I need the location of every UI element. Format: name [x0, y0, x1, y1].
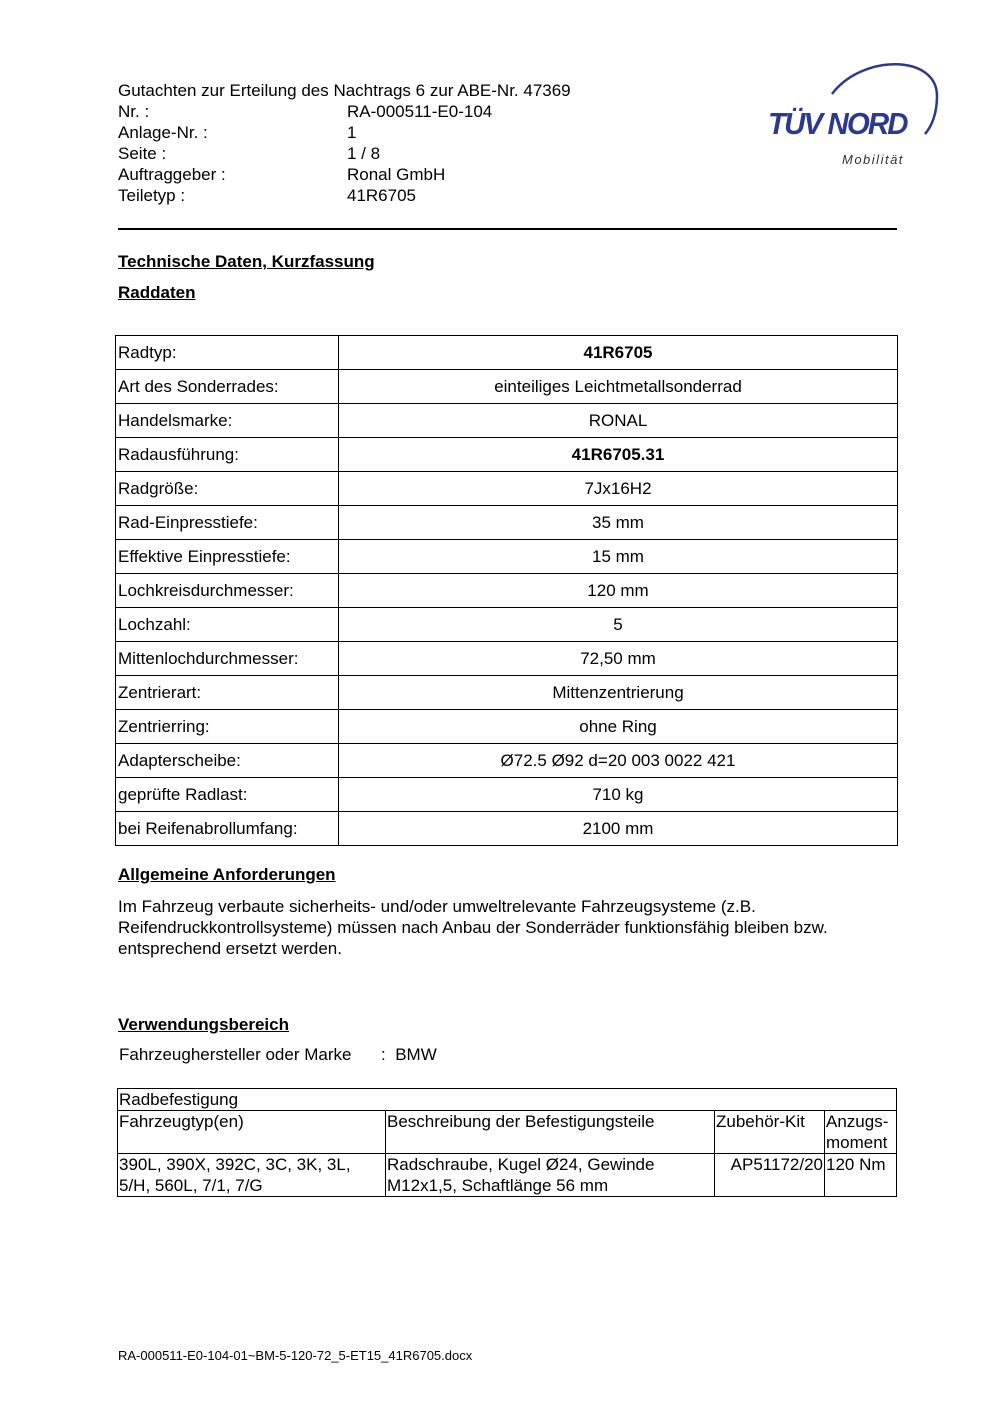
header-label: Seite : — [118, 144, 167, 163]
wheel-value-cell: Ø72.5 Ø92 d=20 003 0022 421 — [339, 744, 898, 778]
section-title-verwendung: Verwendungsbereich — [118, 1015, 289, 1034]
maker-separator: : — [381, 1045, 386, 1064]
wheel-value-cell: 2100 mm — [339, 812, 898, 846]
header-label: Nr. : — [118, 102, 150, 121]
header-label: Auftraggeber : — [118, 165, 226, 184]
wheel-value-cell: Mittenzentrierung — [339, 676, 898, 710]
header-value: 41R6705 — [347, 186, 417, 205]
mounting-header-cell: Beschreibung der Befestigungsteile — [386, 1111, 715, 1154]
mounting-table — [117, 1088, 897, 1197]
wheel-value-cell: 72,50 mm — [339, 642, 898, 676]
wheel-label-cell: Radausführung: — [116, 438, 339, 472]
wheel-value-cell: 41R6705 — [339, 336, 898, 370]
section-title-raddaten: Raddaten — [118, 283, 196, 302]
maker-label — [119, 1045, 381, 1065]
header-label: Anlage-Nr. : — [118, 123, 208, 142]
mounting-cell: 390L, 390X, 392C, 3C, 3K, 3L, 5/H, 560L, 7/1, 7/G — [118, 1154, 386, 1197]
header-value: 1 / 8 — [347, 144, 381, 163]
wheel-label-cell: Zentrierring: — [116, 710, 339, 744]
table-row — [116, 812, 898, 846]
maker-value: BMW — [395, 1045, 437, 1064]
footer-filename: RA-000511-E0-104-01~BM-5-120-72_5-ET15_41R6705.docx — [118, 1348, 473, 1363]
section-title-anforderungen: Allgemeine Anforderungen — [118, 865, 336, 884]
mounting-cell: 120 Nm — [825, 1154, 897, 1197]
wheel-label-cell: Radgröße: — [116, 472, 339, 506]
wheel-label-cell: Zentrierart: — [116, 676, 339, 710]
table-row — [116, 676, 898, 710]
table-row — [116, 370, 898, 404]
header-row-teiletyp — [118, 185, 898, 206]
wheel-label-cell: Effektive Einpresstiefe: — [116, 540, 339, 574]
header-label: Teiletyp : — [118, 186, 186, 205]
wheel-value-cell: 120 mm — [339, 574, 898, 608]
maker-label-text: Fahrzeughersteller oder Marke — [119, 1045, 352, 1064]
table-row — [116, 438, 898, 472]
wheel-label-cell: Adapterscheibe: — [116, 744, 339, 778]
table-row — [116, 336, 898, 370]
anforderungen-paragraph: Im Fahrzeug verbaute sicherheits- und/oder umweltrelevante Fahrzeugsysteme (z.B. Reifendruckkontrollsysteme) müssen nach Anbau der Sonderräder funktionsfähig bleiben bzw. entsprechend ersetzt werden. — [118, 897, 828, 958]
wheel-label-cell: geprüfte Radlast: — [116, 778, 339, 812]
mounting-header-cell: Zubehör-Kit — [715, 1111, 825, 1154]
table-row — [116, 642, 898, 676]
tuv-nord-logo — [762, 58, 942, 178]
wheel-label-cell: Lochzahl: — [116, 608, 339, 642]
table-row — [116, 744, 898, 778]
wheel-label-cell: Mittenlochdurchmesser: — [116, 642, 339, 676]
header-value: Ronal GmbH — [347, 165, 446, 184]
logo-subtitle: Mobilität — [842, 152, 904, 167]
wheel-label-cell: Lochkreisdurchmesser: — [116, 574, 339, 608]
logo-brand: TÜV NORD — [768, 106, 907, 141]
wheel-label-cell: Handelsmarke: — [116, 404, 339, 438]
section-title-tech: Technische Daten, Kurzfassung — [118, 252, 375, 271]
mounting-header-cell: Fahrzeugtyp(en) — [118, 1111, 386, 1154]
wheel-data-table — [115, 335, 898, 846]
table-row — [116, 472, 898, 506]
table-row — [116, 574, 898, 608]
wheel-label-cell: Radtyp: — [116, 336, 339, 370]
mounting-data-row — [118, 1154, 897, 1197]
header-divider — [118, 228, 897, 230]
mounting-title-row — [118, 1089, 897, 1111]
table-row — [116, 506, 898, 540]
document-title: Gutachten zur Erteilung des Nachtrags 6 zur ABE-Nr. 47369 — [118, 81, 571, 100]
wheel-value-cell: 15 mm — [339, 540, 898, 574]
mounting-title: Radbefestigung — [118, 1089, 897, 1111]
table-row — [116, 608, 898, 642]
header-value: RA-000511-E0-104 — [347, 102, 493, 121]
table-row — [116, 404, 898, 438]
table-row — [116, 710, 898, 744]
mounting-cell: Radschraube, Kugel Ø24, Gewinde M12x1,5, Schaftlänge 56 mm — [386, 1154, 715, 1197]
wheel-value-cell: ohne Ring — [339, 710, 898, 744]
wheel-value-cell: einteiliges Leichtmetallsonderrad — [339, 370, 898, 404]
wheel-value-cell: RONAL — [339, 404, 898, 438]
wheel-value-cell: 7Jx16H2 — [339, 472, 898, 506]
wheel-value-cell: 5 — [339, 608, 898, 642]
wheel-value-cell: 41R6705.31 — [339, 438, 898, 472]
header-value: 1 — [347, 123, 357, 142]
wheel-label-cell: bei Reifenabrollumfang: — [116, 812, 339, 846]
wheel-value-cell: 710 kg — [339, 778, 898, 812]
vehicle-maker-line — [119, 1045, 437, 1065]
mounting-cell: AP51172/20 — [715, 1154, 825, 1197]
wheel-label-cell: Art des Sonderrades: — [116, 370, 339, 404]
wheel-label-cell: Rad-Einpresstiefe: — [116, 506, 339, 540]
table-row — [116, 778, 898, 812]
wheel-value-cell: 35 mm — [339, 506, 898, 540]
mounting-header-cell: Anzugs- moment — [825, 1111, 897, 1154]
table-row — [116, 540, 898, 574]
mounting-header-row — [118, 1111, 897, 1154]
